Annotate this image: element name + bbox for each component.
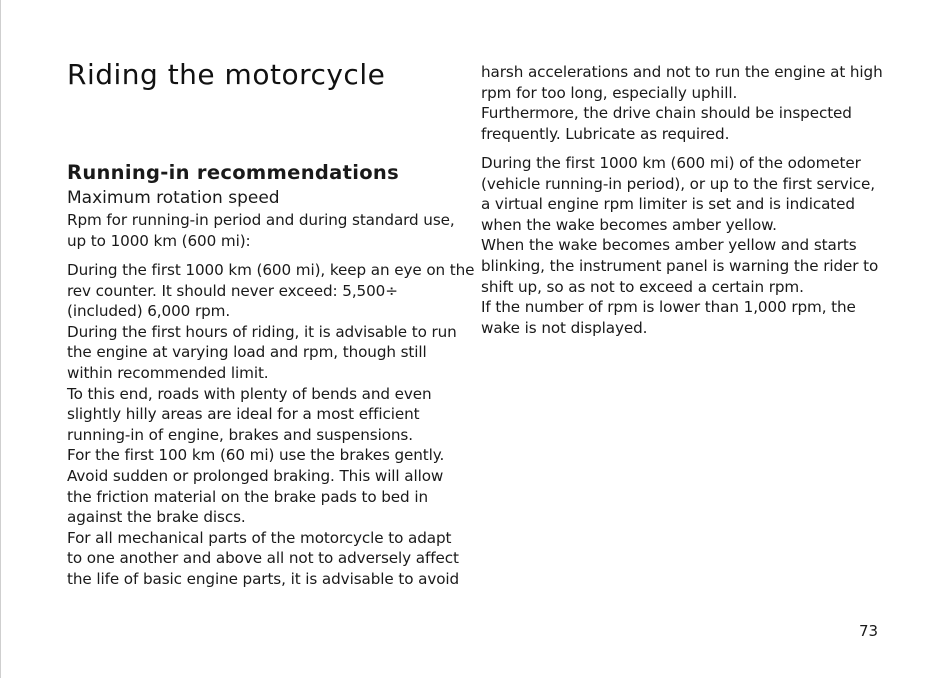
text-line: the life of basic engine parts, it is advisable to avoid: [67, 569, 460, 588]
text-line: slightly hilly areas are ideal for a most efficient: [67, 405, 420, 424]
text-line: harsh accelerations and not to run the engine at high: [481, 63, 883, 81]
running-in-body: [67, 260, 474, 590]
text-line: If the number of rpm is lower than 1,000 rpm, the: [481, 298, 856, 317]
rpm-limiter-paragraph: [481, 153, 878, 338]
text-line: Rpm for running-in period and during standard use,: [67, 211, 455, 229]
text-line: when the wake becomes amber yellow.: [481, 215, 777, 234]
text-line: For all mechanical parts of the motorcycle to adapt: [67, 528, 452, 547]
text-line: running-in of engine, brakes and suspensions.: [67, 425, 413, 444]
text-line: blinking, the instrument panel is warning the rider to: [481, 256, 879, 275]
text-line: the friction material on the brake pads to bed in: [67, 487, 428, 506]
text-line: rpm for too long, especially uphill.: [481, 83, 738, 102]
text-line: against the brake discs.: [67, 508, 246, 527]
text-line: During the first 1000 km (600 mi) of the odometer: [481, 154, 861, 172]
text-line: frequently. Lubricate as required.: [481, 124, 730, 143]
text-line: To this end, roads with plenty of bends and even: [67, 384, 432, 403]
text-line: a virtual engine rpm limiter is set and is indicated: [481, 195, 855, 214]
text-line: rev counter. It should never exceed: 5,500÷: [67, 281, 398, 300]
text-line: When the wake becomes amber yellow and starts: [481, 236, 857, 255]
text-line: to one another and above all not to adversely affect: [67, 549, 459, 568]
chapter-title: Riding the motorcycle: [67, 58, 386, 91]
text-line: (vehicle running-in period), or up to the first service,: [481, 174, 875, 193]
section-title: Running-in recommendations: [67, 161, 399, 184]
text-line: shift up, so as not to exceed a certain rpm.: [481, 277, 804, 296]
continuation-paragraph: [481, 62, 883, 144]
intro-paragraph: [67, 210, 455, 251]
text-line: (included) 6,000 rpm.: [67, 302, 231, 321]
page-number: 73: [859, 622, 879, 640]
text-line: the engine at varying load and rpm, though still: [67, 343, 427, 362]
text-line: During the first 1000 km (600 mi), keep an eye on the: [67, 261, 475, 279]
text-line: For the first 100 km (60 mi) use the brakes gently.: [67, 446, 445, 465]
text-line: up to 1000 km (600 mi):: [67, 231, 251, 250]
text-line: During the first hours of riding, it is advisable to run: [67, 322, 457, 341]
page-edge-rule: [0, 0, 1, 678]
text-line: within recommended limit.: [67, 363, 269, 382]
text-line: Furthermore, the drive chain should be inspected: [481, 104, 852, 123]
text-line: wake is not displayed.: [481, 318, 648, 337]
subsection-title: Maximum rotation speed: [67, 188, 280, 208]
text-line: Avoid sudden or prolonged braking. This will allow: [67, 466, 444, 485]
